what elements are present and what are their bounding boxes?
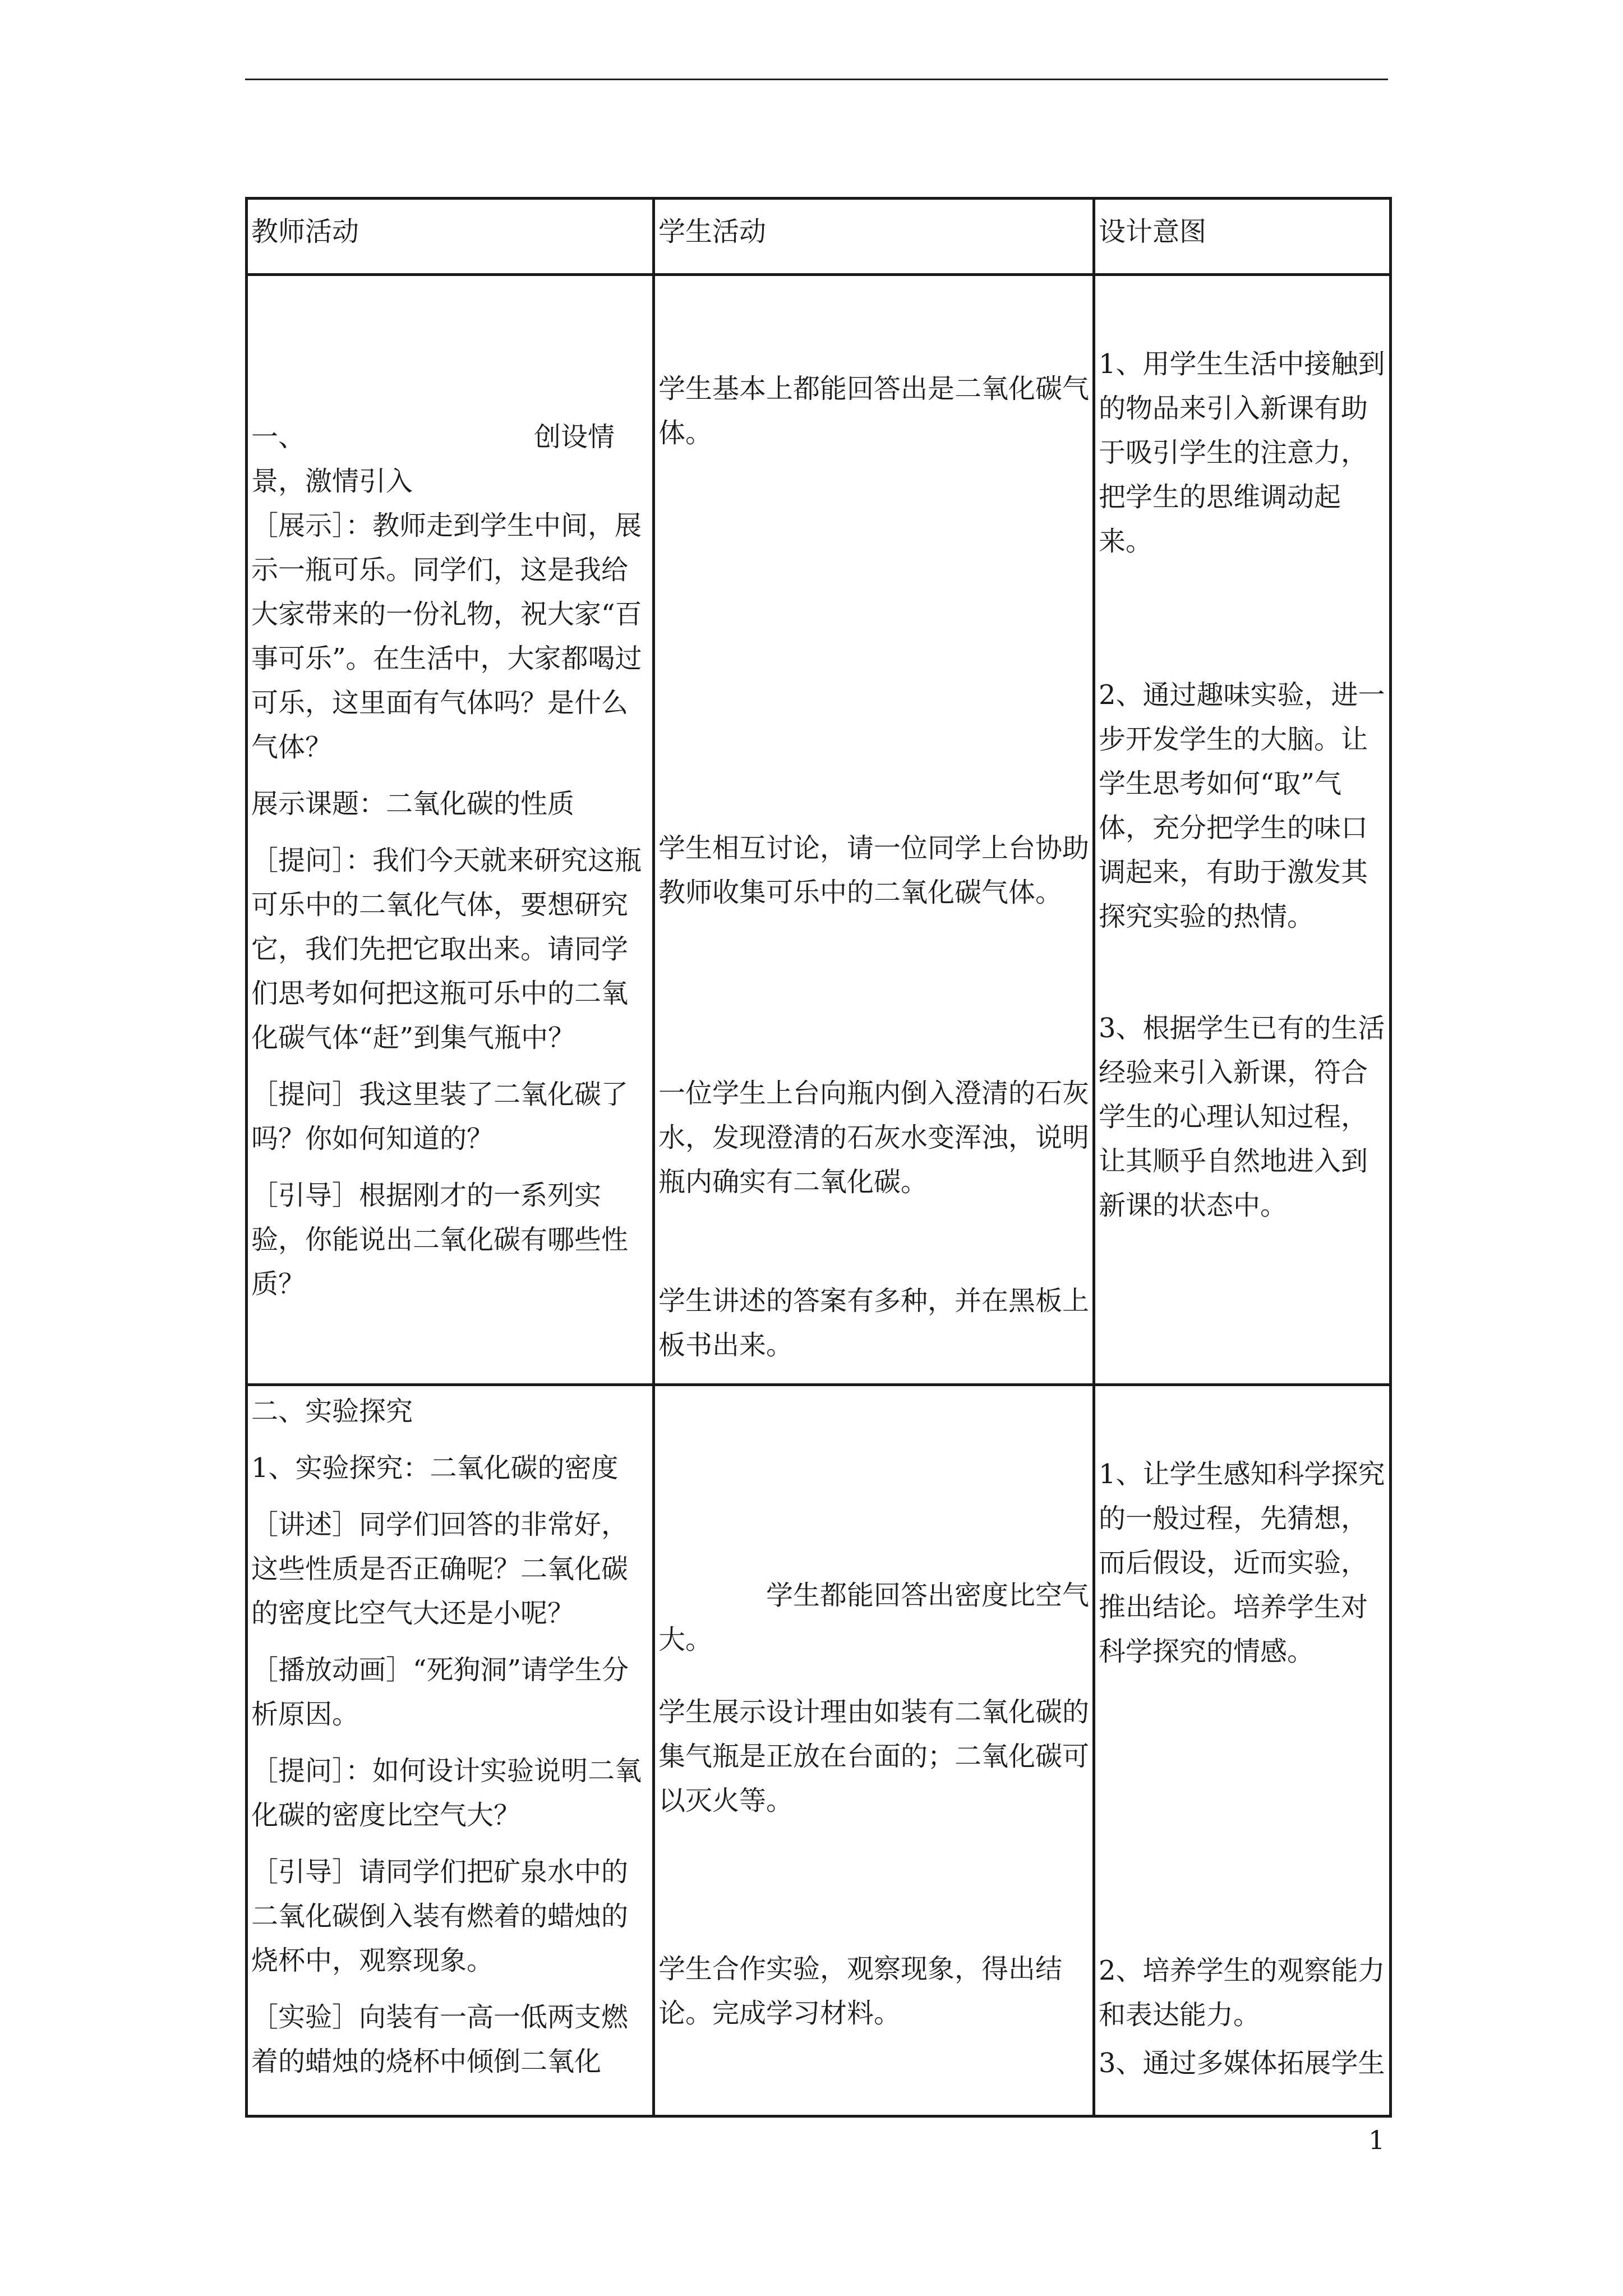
section1-student-p2: 学生相互讨论，请一位同学上台协助教师收集可乐中的二氧化碳气体。 — [658, 832, 1090, 908]
section2-student-p3: 学生合作实验，观察现象，得出结论。完成学习材料。 — [658, 1953, 1063, 2029]
section2-teacher-p6: ［实验］向装有一高一低两支燃着的蜡烛的烧杯中倾倒二氧化 — [251, 2001, 629, 2077]
section2-student-cell — [654, 1385, 1094, 2116]
section2-teacher-p2: ［讲述］同学们回答的非常好，这些性质是否正确呢？二氧化碳的密度比空气大还是小呢？ — [251, 1509, 629, 1629]
section1-teacher-cell — [247, 275, 654, 1385]
header-design-intent: 设计意图 — [1094, 199, 1391, 275]
section1-student-cell — [654, 275, 1094, 1385]
section2-teacher-p1: 1、实验探究：二氧化碳的密度 — [251, 1452, 619, 1484]
table-row-section2 — [247, 1385, 1391, 2116]
section2-design-p1: 1、让学生感知科学探究的一般过程，先猜想，而后假设，近而实验，推出结论。培养学生对科学探究的情感。 — [1099, 1458, 1385, 1667]
section1-design-p2: 2、通过趣味实验，进一步开发学生的大脑。让学生思考如何“取”气体，充分把学生的味口调起来，有助于激发其探究实验的热情。 — [1099, 679, 1385, 932]
section2-teacher-cell — [247, 1385, 654, 2116]
section2-title: 二、实验探究 — [251, 1396, 413, 1427]
section1-teacher-p4: ［提问］我这里装了二氧化碳了吗？你如何知道的？ — [251, 1079, 629, 1154]
header-student-activity: 学生活动 — [654, 199, 1094, 275]
lesson-plan-table — [245, 197, 1392, 2118]
page-number: 1 — [1368, 2125, 1385, 2155]
section2-student-p1: 学生都能回答出密度比空气大。 — [658, 1580, 1090, 1655]
section1-teacher-p3: ［提问］：我们今天就来研究这瓶可乐中的二氧化气体，要想研究它，我们先把它取出来。请同学们思考如何把这瓶可乐中的二氧化碳气体“赶”到集气瓶中？ — [251, 845, 642, 1053]
section2-design-p2: 2、培养学生的观察能力和表达能力。 — [1099, 1955, 1385, 2031]
section2-teacher-p3: ［播放动画］“死狗洞”请学生分析原因。 — [251, 1654, 629, 1730]
section2-design-p3: 3、通过多媒体拓展学生 — [1099, 2047, 1385, 2079]
section2-design-cell — [1094, 1385, 1391, 2116]
section1-title: 一、 创设情景，激情引入 — [251, 421, 615, 497]
section1-student-p1: 学生基本上都能回答出是二氧化碳气体。 — [658, 373, 1090, 449]
section1-design-p3: 3、根据学生已有的生活经验来引入新课，符合学生的心理认知过程，让其顺乎自然地进入到新课的状态中。 — [1099, 1013, 1385, 1221]
header-rule — [245, 79, 1388, 80]
section1-student-p3: 一位学生上台向瓶内倒入澄清的石灰水，发现澄清的石灰水变浑浊，说明瓶内确实有二氧化碳。 — [658, 1078, 1090, 1198]
section1-design-p1: 1、用学生生活中接触到的物品来引入新课有助于吸引学生的注意力，把学生的思维调动起来。 — [1099, 348, 1385, 557]
table-header-row — [247, 199, 1391, 275]
section1-teacher-p2: 展示课题：二氧化碳的性质 — [251, 788, 575, 820]
section2-teacher-p4: ［提问］：如何设计实验说明二氧化碳的密度比空气大？ — [251, 1755, 642, 1831]
section1-student-p4: 学生讲述的答案有多种，并在黑板上板书出来。 — [658, 1285, 1090, 1361]
table-row-section1 — [247, 275, 1391, 1385]
section1-teacher-p1: ［展示］：教师走到学生中间，展示一瓶可乐。同学们，这是我给大家带来的一份礼物，祝大家“百事可乐”。在生活中，大家都喝过可乐，这里面有气体吗？是什么气体？ — [251, 510, 642, 763]
section1-teacher-p5: ［引导］根据刚才的一系列实验，你能说出二氧化碳有哪些性质？ — [251, 1180, 629, 1300]
section2-teacher-p5: ［引导］请同学们把矿泉水中的二氧化碳倒入装有燃着的蜡烛的烧杯中，观察现象。 — [251, 1856, 629, 1976]
section2-student-p2: 学生展示设计理由如装有二氧化碳的集气瓶是正放在台面的；二氧化碳可以灭火等。 — [658, 1696, 1090, 1816]
header-teacher-activity: 教师活动 — [247, 199, 654, 275]
section1-design-cell — [1094, 275, 1391, 1385]
